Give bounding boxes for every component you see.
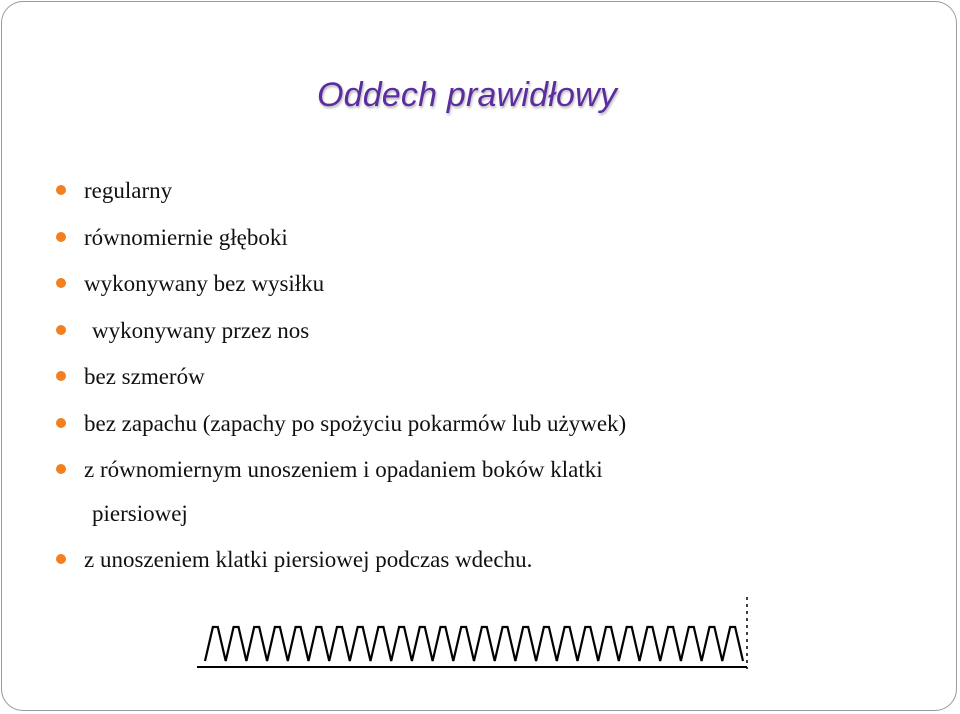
breathing-waveform-graphic xyxy=(195,597,750,671)
slide-title: Oddech prawidłowy xyxy=(316,76,618,114)
bullet-item: równomiernie głęboki xyxy=(54,215,874,262)
bullet-continuation: piersiowej xyxy=(92,501,188,526)
waveform-line xyxy=(205,627,743,661)
bullet-item: z unoszeniem klatki piersiowej podczas wdechu. xyxy=(54,537,874,584)
bullet-item: wykonywany bez wysiłku xyxy=(54,261,874,308)
bullet-item: regularny xyxy=(54,168,874,215)
bullet-item: bez zapachu (zapachy po spożyciu pokarmów lub używek) xyxy=(54,401,874,448)
breathing-waveform xyxy=(195,597,750,671)
slide xyxy=(1,1,957,711)
bullet-list xyxy=(54,168,874,584)
bullet-item: z równomiernym unoszeniem i opadaniem boków klatki piersiowej xyxy=(54,447,874,537)
bullet-item: bez szmerów xyxy=(54,354,874,401)
bullet-item: wykonywany przez nos xyxy=(54,308,874,355)
